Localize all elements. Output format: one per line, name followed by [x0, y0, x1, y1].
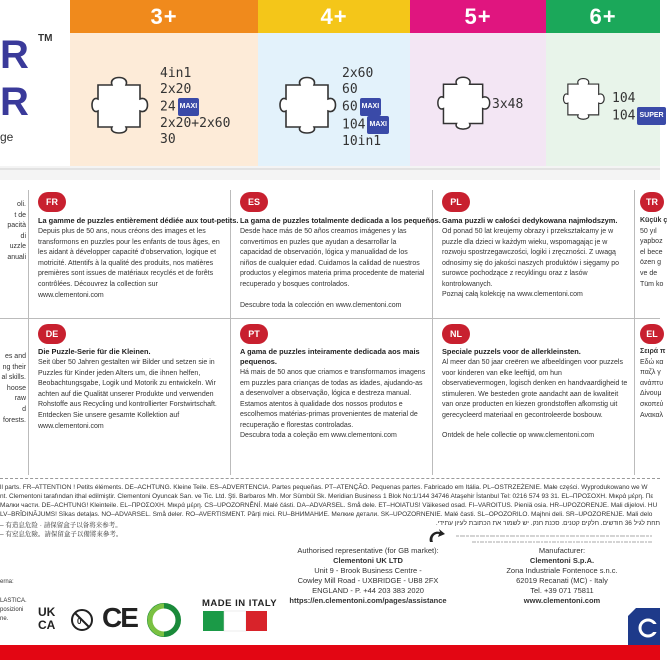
section-title-pl: Gama puzzli w całości dedykowana najmłodszym.: [442, 216, 618, 225]
count-item: 2x60: [342, 66, 374, 81]
text-fragment: uzzle: [9, 243, 26, 251]
manufacturer-name: Clementoni S.p.A.: [529, 556, 595, 565]
manufacturer-label: Manufacturer:: [538, 546, 586, 555]
text-fragment: Εδώ κα: [640, 358, 664, 366]
text-fragment: erna:: [0, 579, 14, 585]
age-column-4plus: [258, 0, 410, 166]
ce-mark: CE: [102, 602, 137, 633]
collection-link-pt[interactable]: Descubra toda a coleção em www.clementoni.com: [240, 432, 397, 439]
section-title-es: La gama de puzzles totalmente dedicada a los pequeños.: [240, 216, 441, 225]
gb-company-name: Clementoni UK LTD: [333, 556, 403, 565]
left-legal-fragment: [0, 578, 30, 624]
warning-line: Малки части. DE–ACHTUNG! Kleinteile. EL–ΠΡΟΣΟΧΗ. Μικρά μέρη. CS–UPOZORNĚNÍ. Malé části. DA–ADVARSEL. Små dele. ET–HOIATUS! Väikesed osad. FI–VAROITUS. Pieniä osia. HR–UPOZORENJE. Mali dijelovi. HU: [0, 502, 658, 509]
warning-line: LV–BRĪDINĀJUMS! Sīkas detaļas. NO–ADVARSEL. Små deler. RO–AVERTISMENT. Părți mici. RU–ВНИМАНИЕ. Мелкие детали. SK–UPOZORNENIE. Malé časti. SL–OPOZORILO. Majhni deli. SR–UPOZORENJE. Mali delo: [0, 511, 653, 518]
text-fragment: al skills.: [1, 374, 26, 382]
gb-address-line: Cowley Mill Road - UXBRIDGE - UB8 2FX: [297, 576, 439, 585]
text-fragment: ανάπτυ: [640, 379, 664, 387]
manufacturer-address-line: 62019 Recanati (MC) - Italy: [516, 576, 608, 585]
ukca-mark-line-1: UK: [38, 605, 56, 619]
text-fragment: özen g: [640, 259, 662, 267]
age-label-4plus: 4+: [258, 0, 410, 33]
warning-line: – 有窒息危險。請保留盒子以備將來參考。: [0, 531, 123, 538]
green-dot-recycling-icon: [146, 602, 182, 638]
section-title-fr: La gamme de puzzles entièrement dédiée aux tout-petits.: [38, 216, 239, 225]
trademark-symbol: TM: [38, 33, 53, 44]
count-item: 30: [160, 132, 176, 147]
count-item: 2x20: [160, 82, 192, 97]
language-badge-el: EL: [640, 324, 664, 344]
age-label-3plus: 3+: [70, 0, 258, 33]
column-divider: [230, 190, 231, 475]
age-column-3plus: [70, 0, 258, 166]
clementoni-logo-icon: [628, 608, 660, 645]
section-text-el: [640, 347, 666, 421]
age-label-6plus: 6+: [546, 0, 660, 33]
count-item: 104: [342, 117, 366, 133]
text-fragment: Küçük ç: [640, 217, 667, 224]
section-text-de: Seit über 50 Jahren gestalten wir Bilder und setzen sie in Puzzles für Kinder jeden Alters um, die ihnen helfen, Beobachtungsgabe, Logik und Motorik zu entwickeln. Wir achten auf die Qualität unserer Produkte und verwenden Rohstoffe aus Recycling und kontrollierter Forstwirtschaft. Entdecken Sie unsere gesamte Kollektion auf www.clementoni.com: [38, 359, 217, 430]
section-text-es: Desde hace más de 50 años creamos imágenes y las convertimos en puzles que ayudan a desarrollar la capacidad de observación, lógica y manualidad de los niños de cualquier edad. Cuidamos la calidad de nuestros productos y elegimos materia prima procedente de material recuperado y bosques controlados.: [240, 228, 425, 288]
language-badge-tr: TR: [640, 192, 664, 212]
text-fragment: Δίνουμ: [640, 390, 662, 398]
text-fragment: ve de: [640, 269, 658, 277]
text-fragment: el bece: [640, 248, 663, 256]
column-divider: [634, 190, 635, 475]
language-badge-pt: PT: [240, 324, 268, 344]
count-item: 4in1: [160, 66, 192, 81]
section-title-de: Die Puzzle-Serie für die Kleinen.: [38, 347, 151, 356]
gb-address-line: ENGLAND - P. +44 203 383 2020: [312, 586, 424, 595]
warning-line: nt. Clementoni tarafından ithal edilmiştir. Clementoni Oyuncak San. ve Tic. Ltd. Şti. Barbaros Mh. Mor Sümbül Sk. Meridian Business 1 Blok No:1/144 34746 Ataşehir İstanbul Tel: 0216 574 93 31. EL–ΠΡΟΣΟΧΗ. Μικρά μέρη. Πε: [0, 493, 654, 500]
text-fragment: Σειρά π: [640, 348, 666, 355]
section-text-fr: Depuis plus de 50 ans, nous créons des images et les transformons en puzzles pour les enfants de tous âges, en les aidant à développer capacité d'observation, logique et motricité. Attentifs à la qualité des produits, nos matières premières sont issues de matériaux recyclés et de forêts contrôlées. Découvrez la collection sur www.clementoni.com: [38, 228, 220, 299]
recycle-arrow-icon: [426, 528, 448, 546]
section-text-pl: Od ponad 50 lat kreujemy obrazy i przekształcamy je w puzzle dla dzieci w każdym wieku, wspomagając je w rozwoju spostrzegawczości, logiki i zręczności. Z uwagą odnosimy się do jakości naszych produktów i sięgamy po surowce pochodzące z recyklingu oraz z lasów kontrolowanych.: [442, 228, 620, 288]
text-fragment: t de: [14, 211, 26, 219]
text-fragment: es and: [4, 353, 26, 360]
warning-line-hebrew: תחת לגיל 36 חודשים. חלקים קטנים. סכנת חנק. יש לשמור את הכתובת לעיון עתידי.: [435, 520, 660, 527]
text-fragment: σκοπεύ: [640, 400, 664, 408]
ukca-mark-line-2: CA: [38, 618, 56, 632]
section-title-nl: Speciale puzzels voor de allerkleinsten.: [442, 347, 581, 356]
text-fragment: LASTICA.: [0, 598, 27, 604]
collection-link-es[interactable]: Descubre toda la colección en www.clementoni.com: [240, 302, 402, 309]
count-item: 3x48: [492, 97, 524, 112]
ukca-mark: [38, 606, 55, 632]
text-fragment: posizioni: [0, 607, 24, 613]
italian-text-fragment: [0, 200, 26, 264]
collection-link-pl[interactable]: Poznaj całą kolekcję na www.clementoni.com: [442, 291, 583, 298]
text-fragment: ng their: [2, 363, 26, 371]
column-divider: [28, 190, 29, 475]
bottom-color-bar: [0, 645, 660, 660]
count-item: 2x20+2x60: [160, 116, 231, 131]
text-fragment: παζλ γ: [640, 369, 661, 377]
brand-letter-2: R: [0, 80, 29, 124]
text-fragment: 50 yıl: [640, 227, 657, 235]
dashed-divider: [0, 478, 660, 479]
count-list: [612, 91, 666, 125]
fold-line: [0, 166, 660, 180]
age-label-5plus: 5+: [410, 0, 546, 33]
age-column-5plus: [410, 0, 546, 166]
language-badge-es: ES: [240, 192, 268, 212]
maxi-badge: MAXI: [367, 116, 389, 134]
language-badge-nl: NL: [442, 324, 470, 344]
age-column-6plus: [546, 0, 664, 166]
count-list: [342, 66, 389, 150]
language-badge-fr: FR: [38, 192, 66, 212]
age-range-band: [0, 0, 664, 166]
count-item: 10in1: [342, 134, 382, 149]
assistance-link[interactable]: https://en.clementoni.com/pages/assistance: [289, 596, 447, 605]
column-divider: [432, 190, 433, 475]
puzzle-piece-icon: [278, 73, 338, 135]
maxi-badge: MAXI: [178, 98, 200, 116]
collection-link-nl[interactable]: Ontdek de hele collectie op www.clementoni.com: [442, 432, 595, 439]
brand-letter-1: R: [0, 33, 29, 77]
text-fragment: anuali: [7, 253, 26, 261]
count-item: 60: [342, 82, 358, 97]
count-item: 104: [612, 91, 636, 106]
row-divider: [0, 318, 660, 319]
section-title-pt: A gama de puzzles inteiramente dedicada aos mais pequenos.: [240, 347, 420, 366]
text-fragment: d forests.: [3, 405, 26, 424]
arabic-script-decorative: [452, 530, 660, 546]
text-fragment: yapboz: [640, 238, 663, 246]
made-in-italy-label: MADE IN ITALY: [202, 598, 278, 609]
language-badge-de: DE: [38, 324, 66, 344]
warning-line: ll parts. FR–ATTENTION ! Petits éléments. DE–ACHTUNG. Kleine Teile. ES–ADVERTENCIA. Partes pequeñas. PT–ATENÇÃO. Pequenas partes. Fabricado em Itália. PL–OSTRZEŻENIE. Małe części. Wyprodukowano we W: [0, 484, 648, 491]
count-item: 104: [612, 108, 636, 124]
brand-logo: [0, 0, 70, 166]
text-fragment: pacità di: [7, 222, 26, 240]
super-badge: SUPER: [637, 107, 665, 125]
puzzle-piece-icon: [436, 73, 492, 131]
gb-representative-label: Authorised representative (for GB market):: [297, 546, 439, 555]
section-text-tr: [640, 216, 667, 290]
website-link[interactable]: www.clementoni.com: [523, 596, 601, 605]
count-item: 24: [160, 99, 176, 115]
section-text-nl: Al meer dan 50 jaar creëren we afbeeldingen voor puzzels voor kinderen van elke leeftijd, om hun observatievermogen, logisch denken en handvaardigheid te stimuleren. We besteden grote aandacht aan de kwaliteit van onze producten en kiezen grondstoffen afkomstig uit gerecycleerd materiaal en gecontroleerde bosbouw.: [442, 359, 628, 419]
maxi-badge: MAXI: [360, 98, 382, 116]
text-fragment: hoose raw: [6, 384, 26, 403]
gb-address-line: Unit 9 - Brook Business Centre -: [314, 566, 422, 575]
text-fragment: Tüm ko: [640, 280, 664, 288]
puzzle-piece-icon: [90, 73, 150, 135]
manufacturer-address-line: Zona Industriale Fontenoce s.n.c.: [506, 566, 618, 575]
text-fragment: Ανακαλ: [640, 411, 664, 419]
english-text-fragment: [0, 352, 26, 426]
text-fragment: oli.: [17, 201, 26, 208]
count-item: 60: [342, 99, 358, 115]
svg-text:0: 0: [77, 617, 82, 626]
puzzle-piece-icon: [562, 75, 606, 121]
no-small-children-icon: [70, 607, 94, 633]
count-list: [160, 66, 230, 148]
warning-line: – 有造息危险 · 請保留盒子以备将来参考。: [0, 522, 122, 529]
brand-subtitle: ge: [0, 130, 14, 144]
text-fragment: ne.: [0, 616, 9, 622]
manufacturer-address-line: Tel. +39 071 75811: [530, 586, 594, 595]
section-text-pt: Há mais de 50 anos que criamos e transformamos imagens em puzzles para crianças de todas as idades, ajudando-as a desenvolver a observação, lógica e destreza manual. Estamos atentos à qualidade dos nossos produtos e escolhemos matérias-primas provenientes de material de recuperação e florestas controladas.: [240, 369, 426, 429]
language-badge-pl: PL: [442, 192, 470, 212]
italian-flag-icon: [203, 611, 267, 631]
